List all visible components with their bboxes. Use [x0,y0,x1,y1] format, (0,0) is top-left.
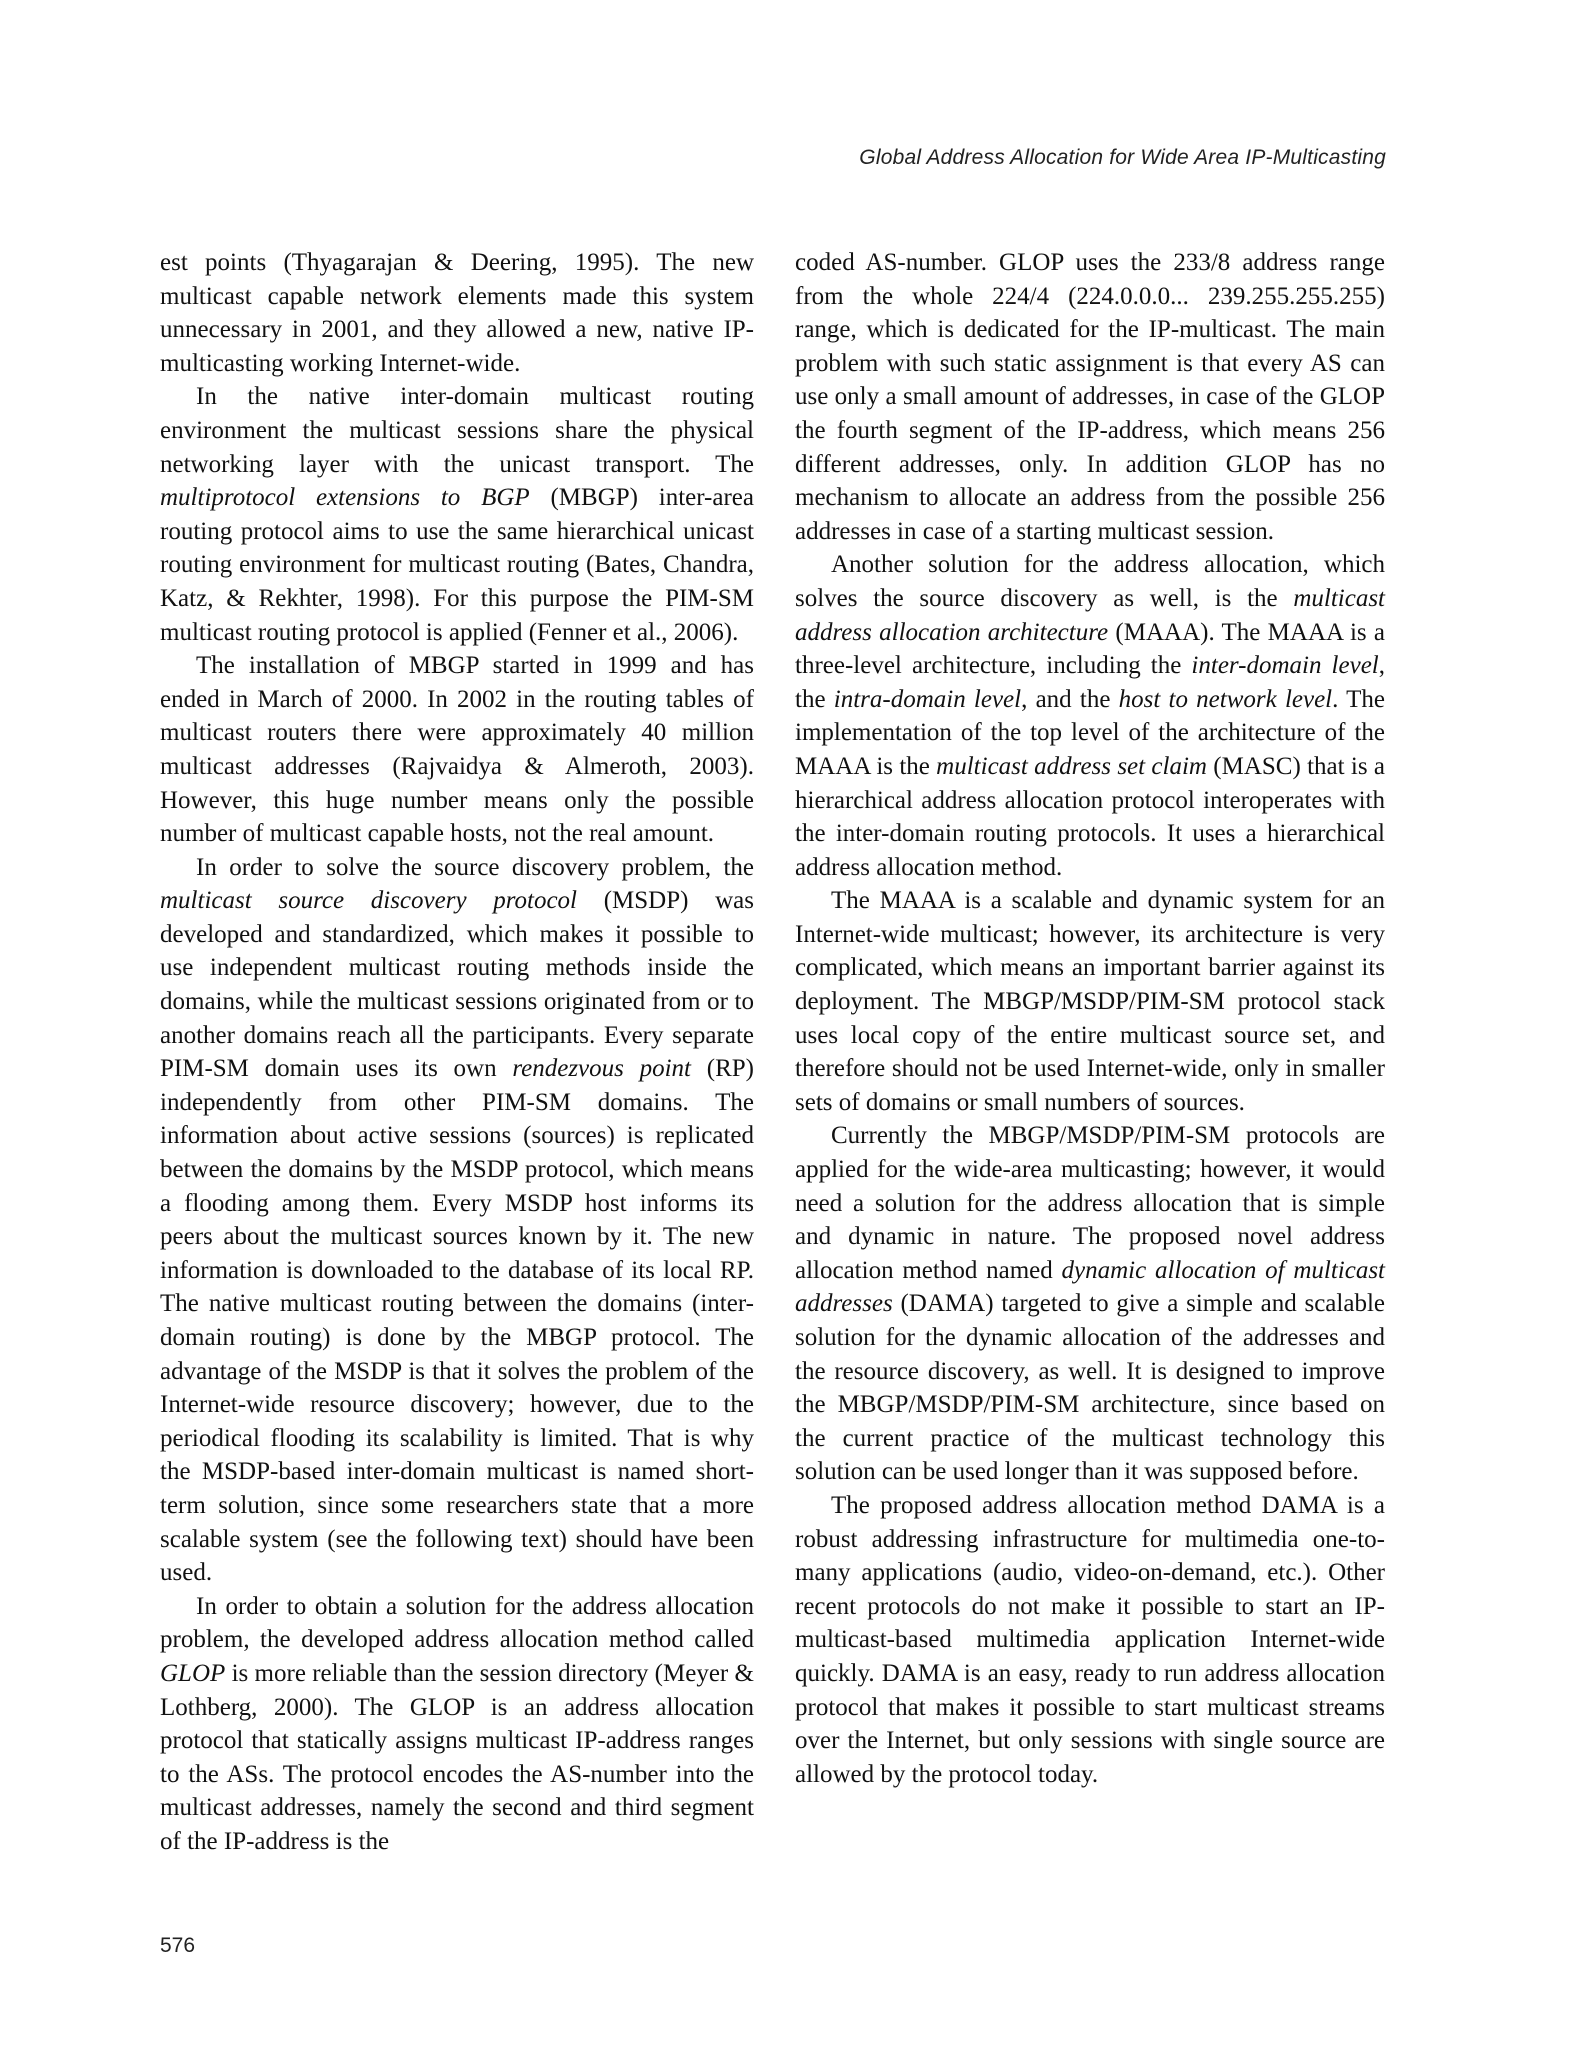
paragraph: The proposed address allocation method DAMA is a robust addressing infrastructure for multimedia one-to-many applications (audio, video-on-demand, etc.). Other recent protocols do not make it possible to start an IP-multicast-based multimedia application Internet-wide quickly. DAMA is an easy, ready to run address allocation protocol that makes it possible to start multicast streams over the Internet, but only sessions with single source are allowed by the protocol today. [795,1491,1385,1788]
running-header: Global Address Allocation for Wide Area IP-Multicasting [859,146,1386,169]
paragraph: est points (Thyagarajan & Deering, 1995). The new multicast capable network elements made this system unnecessary in 2001, and they allowed a new, native IP-multicasting working Internet-wide. [160,249,754,377]
paragraph: The MAAA is a scalable and dynamic system for an Internet-wide multicast; however, its architecture is very complicated, which means an important barrier against its deployment. The MBGP/MSDP/PIM-SM protocol stack uses local copy of the entire multicast source set, and therefore should not be used Internet-wide, only in smaller sets of domains or small numbers of sources. [795,887,1385,1116]
paragraph: In order to obtain a solution for the address allocation problem, the developed address allocation method called GLOP is more reliable than the session directory (Meyer & Lothberg, 2000). The GLOP is an address allocation protocol that statically assigns multicast IP-address ranges to the ASs. The protocol encodes the AS-number into the multicast addresses, namely the second and third segment of the IP-address is the [160,1592,754,1855]
left-column [160,246,754,1859]
paragraph: The installation of MBGP started in 1999 and has ended in March of 2000. In 2002 in the routing tables of multicast routers there were approximately 40 million multicast addresses (Rajvaidya & Almeroth, 2003). However, this huge number means only the possible number of multicast capable hosts, not the real amount. [160,652,754,848]
paragraph: coded AS-number. GLOP uses the 233/8 address range from the whole 224/4 (224.0.0.0... 239.255.255.255) range, which is dedicated for the IP-multicast. The main problem with such static assignment is that every AS can use only a small amount of addresses, in case of the GLOP the fourth segment of the IP-address, which means 256 different addresses, only. In addition GLOP has no mechanism to allocate an address from the possible 256 addresses in case of a starting multicast session. [795,249,1385,545]
paragraph: Currently the MBGP/MSDP/PIM-SM protocols are applied for the wide-area multicasting; however, it would need a solution for the address allocation that is simple and dynamic in nature. The proposed novel address allocation method named dynamic allocation of multicast addresses (DAMA) targeted to give a simple and scalable solution for the dynamic allocation of the addresses and the resource discovery, as well. It is designed to improve the MBGP/MSDP/PIM-SM architecture, since based on the current practice of the multicast technology this solution can be used longer than it was supposed before. [795,1122,1386,1486]
paragraph: In the native inter-domain multicast routing environment the multicast sessions share the physical networking layer with the unicast transport. The multiprotocol extensions to BGP (MBGP) inter-area routing protocol aims to use the same hierarchical unicast routing environment for multicast routing (Bates, Chandra, Katz, & Rekhter, 1998). For this purpose the PIM-SM multicast routing protocol is applied (Fenner et al., 2006). [160,383,754,646]
page-number: 576 [160,1934,196,1957]
paragraph: Another solution for the address allocation, which solves the source discovery as well, is the multicast address allocation architecture (MAAA). The MAAA is a three-level architecture, including the inter-domain level, the intra-domain level, and the host to network level. The implementation of the top level of the architecture of the MAAA is the multicast address set claim (MASC) that is a hierarchical address allocation protocol interoperates with the inter-domain routing protocols. It uses a hierarchical address allocation method. [795,551,1386,881]
paragraph: In order to solve the source discovery problem, the multicast source discovery protocol (MSDP) was developed and standardized, which makes it possible to use independent multicast routing methods inside the domains, while the multicast sessions originated from or to another domains reach all the participants. Every separate PIM-SM domain uses its own rendezvous point (RP) independently from other PIM-SM domains. The information about active sessions (sources) is replicated between the domains by the MSDP protocol, which means a flooding among them. Every MSDP host informs its peers about the multicast sources known by it. The new information is downloaded to the database of its local RP. The native multicast routing between the domains (inter-domain routing) is done by the MBGP protocol. The advantage of the MSDP is that it solves the problem of the Internet-wide resource discovery; however, due to the periodical flooding its scalability is limited. That is why the MSDP-based inter-domain multicast is named short-term solution, since some researchers state that a more scalable system (see the following text) should have been used. [160,853,754,1587]
right-column [795,246,1385,1791]
